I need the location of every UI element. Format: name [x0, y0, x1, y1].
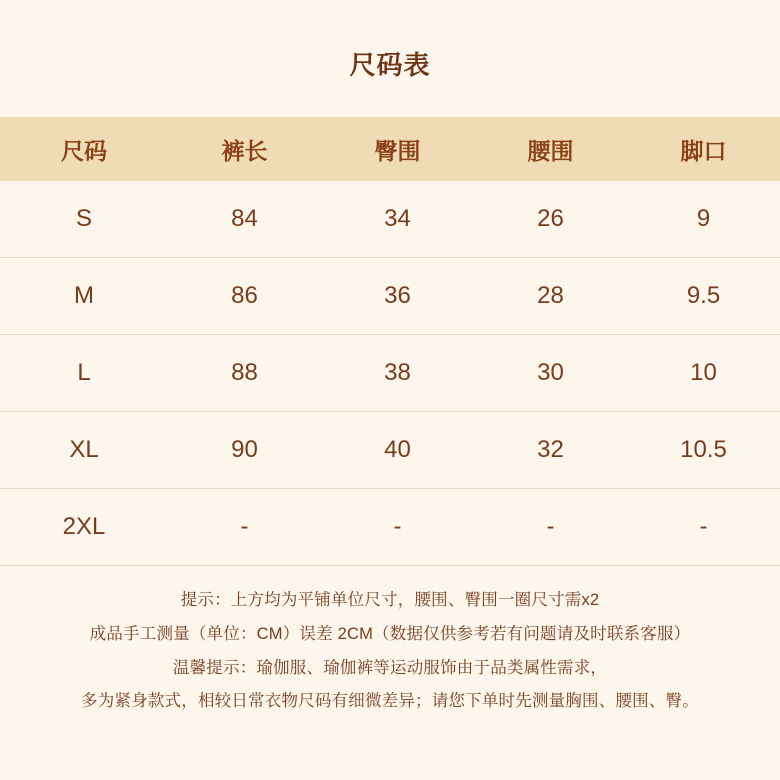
- table-header-cell-cuff: 脚口: [680, 137, 727, 164]
- table-cell-waist: 26: [474, 181, 627, 258]
- note-line-2: 成品手工测量（单位：CM）误差 2CM（数据仅供参考若有问题请及时联系客服）: [89, 624, 691, 643]
- table-header-cell-hip: 臀围: [374, 137, 421, 164]
- size-table: [0, 117, 780, 566]
- note-line-1: 提示：上方均为平铺单位尺寸，腰围、臀围一圈尺寸需x2: [180, 591, 600, 609]
- table-cell-hip: 36: [321, 258, 474, 335]
- table-cell-waist: 28: [474, 258, 627, 335]
- note-line-4: 多为紧身款式，相较日常衣物尺码有细微差异；请您下单时先测量胸围、腰围、臀。: [81, 692, 699, 711]
- table-cell-waist: 32: [474, 412, 627, 489]
- table-cell-length: 86: [168, 258, 321, 335]
- table-row: [0, 181, 780, 258]
- table-header-cell-size: 尺码: [61, 137, 107, 164]
- table-cell-size: S: [0, 181, 168, 258]
- table-body: [0, 181, 780, 566]
- table-cell-length: 88: [168, 335, 321, 412]
- table-cell-cuff: 10: [627, 335, 780, 412]
- table-cell-size: 2XL: [0, 489, 168, 566]
- note-line-3: 温馨提示：瑜伽服、瑜伽裤等运动服饰由于品类属性需求，: [172, 658, 608, 677]
- table-cell-cuff: 9: [627, 181, 780, 258]
- table-header-row: [0, 117, 780, 181]
- table-cell-size: L: [0, 335, 168, 412]
- page-title: 尺码表: [349, 50, 431, 80]
- table-cell-hip: -: [321, 489, 474, 566]
- table-cell-hip: 40: [321, 412, 474, 489]
- table-row: [0, 489, 780, 566]
- table-cell-length: -: [168, 489, 321, 566]
- table-cell-size: XL: [0, 412, 168, 489]
- table-cell-cuff: -: [627, 489, 780, 566]
- table-header: [0, 117, 780, 181]
- table-cell-hip: 34: [321, 181, 474, 258]
- table-cell-cuff: 10.5: [627, 412, 780, 489]
- table-row: [0, 412, 780, 489]
- table-cell-cuff: 9.5: [627, 258, 780, 335]
- size-table-container: [0, 117, 780, 566]
- table-row: [0, 335, 780, 412]
- table-cell-size: M: [0, 258, 168, 335]
- table-header-cell-waist: 腰围: [527, 137, 574, 164]
- table-header-cell-length: 裤长: [221, 137, 268, 164]
- table-cell-length: 90: [168, 412, 321, 489]
- table-row: [0, 258, 780, 335]
- table-cell-length: 84: [168, 181, 321, 258]
- table-cell-hip: 38: [321, 335, 474, 412]
- table-cell-waist: 30: [474, 335, 627, 412]
- measurement-notes: [0, 588, 780, 714]
- table-cell-waist: -: [474, 489, 627, 566]
